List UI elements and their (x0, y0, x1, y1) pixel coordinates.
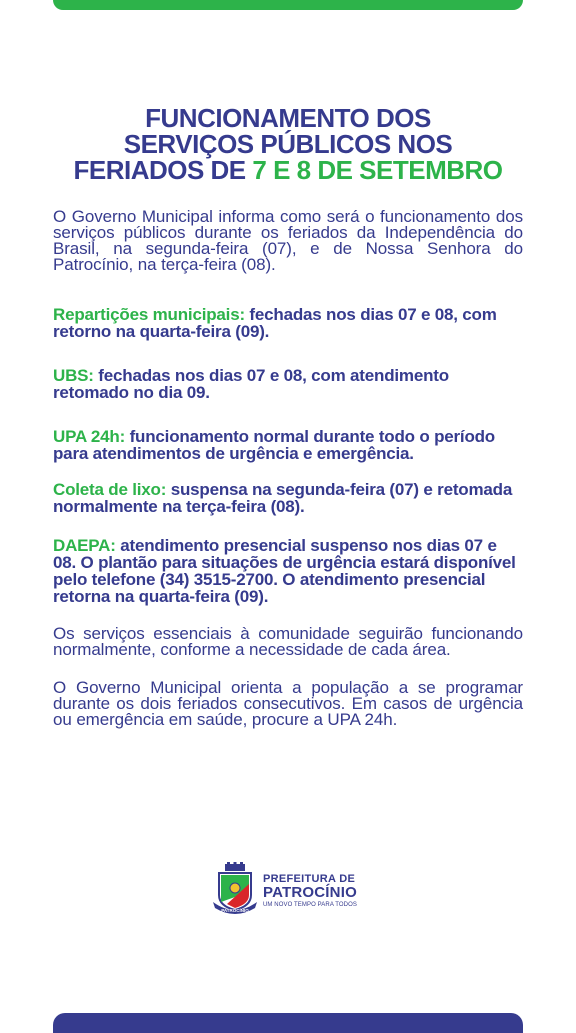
item-coleta (53, 481, 523, 515)
prefeitura-logo (211, 862, 371, 920)
title-line-2: SERVIÇOS PÚBLICOS NOS (123, 129, 453, 159)
closing-paragraph-2: O Governo Municipal orienta a população a se programar durante os dois feriados consecutivos. Em casos de urgência ou emergência em saúde, procure a UPA 24h. (53, 678, 523, 729)
logo-text (263, 873, 357, 909)
logo-line-2: PATROCÍNIO (263, 884, 357, 901)
item-daepa (53, 537, 523, 605)
city-emblem-icon (211, 862, 259, 920)
intro-paragraph: O Governo Municipal informa como será o funcionamento dos serviços públicos durante os feriados da Independência do Brasil, na segunda-feira (07), e de Nossa Senhora do Patrocínio, na terça-feira (08). (53, 207, 523, 274)
item-upa (53, 428, 523, 462)
item-label: Coleta de lixo: (53, 480, 167, 499)
item-label: Repartições municipais: (53, 305, 245, 324)
item-reparticoes (53, 306, 523, 340)
title-dates: 7 E 8 DE SETEMBRO (252, 155, 503, 185)
logo-slogan: UM NOVO TEMPO PARA TODOS (263, 902, 357, 908)
top-accent-bar (53, 0, 523, 10)
item-text: funcionamento normal durante todo o período para atendimentos de urgência e emergência. (53, 427, 495, 463)
item-label: UPA 24h: (53, 427, 126, 446)
bottom-accent-bar (53, 1013, 523, 1033)
emblem-ribbon-text: PATROCÍNIO (221, 908, 249, 913)
item-text: atendimento presencial suspenso nos dias 07 e 08. O plantão para situações de urgência estará disponível pelo telefone (34) 3515-2700. O atendimento presencial retorna na quarta-feira (09). (53, 536, 516, 606)
title-line-1: FUNCIONAMENTO DOS (145, 103, 431, 133)
item-text: fechadas nos dias 07 e 08, com retorno na quarta-feira (09). (53, 305, 497, 341)
item-text: suspensa na segunda-feira (07) e retomada normalmente na terça-feira (08). (53, 480, 513, 516)
closing-paragraph-1: Os serviços essenciais à comunidade seguirão funcionando normalmente, conforme a necessidade de cada área. (53, 624, 523, 659)
item-label: DAEPA: (53, 536, 116, 555)
logo-line-1: PREFEITURA DE (263, 873, 356, 885)
item-ubs (53, 367, 523, 401)
item-label: UBS: (53, 366, 94, 385)
page-title (40, 105, 536, 183)
item-text: fechadas nos dias 07 e 08, com atendimento retomado no dia 09. (53, 366, 449, 402)
announcement-body (53, 209, 523, 728)
title-line-3a: FERIADOS DE (73, 155, 253, 185)
